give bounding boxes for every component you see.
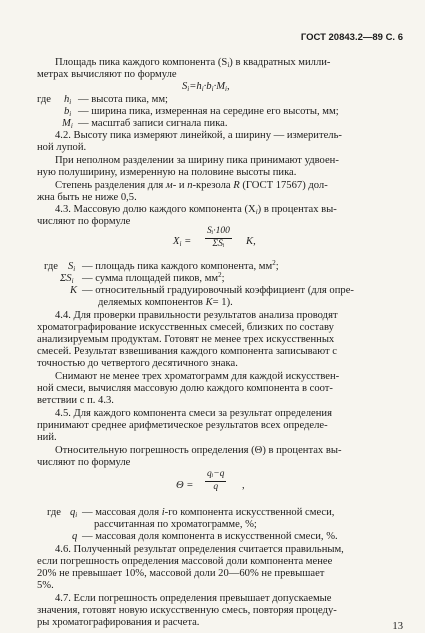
where-definition: — ширина пика, измеренная на середине его высоты, мм; — [78, 106, 339, 117]
where-label: где — [47, 507, 61, 518]
formula-error-fraction: $\frac{\text{qᵢ−q}}{q}$ — [207, 469, 225, 492]
formula-error-lhs: Θ = — [176, 480, 194, 491]
text-line: 4.6. Полученный результат определения считается правильным, — [55, 544, 344, 555]
where-symbol: q — [72, 531, 78, 542]
page-number: 13 — [392, 621, 403, 632]
text-line: ветствии с п. 4.3. — [37, 395, 114, 406]
where-definition: — сумма площадей пиков, $мм^2$; — [82, 271, 225, 284]
where-definition: — массовая доля i-го компонента искусственной смеси, — [82, 507, 335, 518]
where-label: где — [37, 94, 51, 105]
where-symbol: $q_i$ — [70, 507, 78, 519]
text-line: смесей. Результат взвешивания каждого компонента записывают с — [37, 346, 337, 357]
where-definition: — относительный градуировочный коэффициент (для опре- — [82, 285, 354, 296]
where-definition: — массовая доля компонента в искусственной смеси, %. — [82, 531, 338, 542]
text-line: ной лупой. — [37, 142, 87, 153]
text-line: 20% не превышает 10%, массовой доли 20—60% не превышает — [37, 568, 325, 579]
where-definition: — площадь пика каждого компонента, $мм^2$; — [82, 259, 279, 272]
text-line: 4.4. Для проверки правильности результатов анализа проводят — [55, 310, 338, 321]
where-symbol: $\Sigma S_i$ — [60, 273, 74, 285]
formula-error-end: , — [242, 480, 245, 491]
text-line: значения, готовят новую искусственную смесь, повторяя процеду- — [37, 605, 337, 616]
formula-mass-fraction-end: K, — [246, 236, 256, 247]
text-line: 4.7. Если погрешность определения превышает допускаемые — [55, 593, 332, 604]
text-line: Относительную погрешность определения (Θ) в процентах вы- — [55, 445, 342, 456]
text-line: Площадь пика каждого компонента $(S_i)$ в квадратных милли- — [55, 57, 331, 69]
text-line: жна быть не ниже 0,5. — [37, 192, 137, 203]
text-line: ную полуширину, измеренную на половине высоты пика. — [37, 167, 297, 178]
page-header: ГОСТ 20843.2—89 С. 6 — [300, 32, 403, 43]
where-label: где — [44, 261, 58, 272]
where-definition: — масштаб записи сигнала пика. — [78, 118, 228, 129]
where-symbol: $S_i$ — [68, 261, 76, 273]
formula-peak-area: $S_i=h_i\cdot b_i\cdot M_i$, — [182, 81, 230, 93]
where-definition-cont: рассчитанная по хроматограмме, %; — [94, 519, 257, 530]
text-line: 5%. — [37, 580, 54, 591]
where-symbol: $M_i$ — [62, 118, 73, 130]
text-line: 4.3. Массовую долю каждого компонента $(X_i)$ в процентах вы- — [55, 204, 337, 216]
text-line: точностью до четвертого десятичного знака. — [37, 358, 238, 369]
text-line: числяют по формуле — [37, 216, 131, 227]
where-symbol: K — [70, 285, 78, 296]
text-line: числяют по формуле — [37, 457, 131, 468]
text-line: Степень разделения для м- и n-крезола R (ГОСТ 17567) дол- — [55, 180, 328, 191]
text-line: 4.2. Высоту пика измеряют линейкой, а ширину — измеритель- — [55, 130, 342, 141]
text-line: хроматографирование искусственных смесей, близких по составу — [37, 322, 334, 333]
text-line: анализируемым продуктам. Готовят не менее трех искусственных — [37, 334, 335, 345]
text-line: если погрешность определения массовой доли компонента менее — [37, 556, 333, 567]
where-symbol: $b_i$ — [64, 106, 72, 118]
where-definition: — высота пика, мм; — [78, 94, 169, 105]
text-line: ры хроматографирования и расчета. — [37, 617, 200, 628]
text-line: ной смеси, вычисляя массовую долю каждого компонента в соот- — [37, 383, 333, 394]
where-symbol: $h_i$ — [64, 94, 72, 106]
formula-mass-fraction-fraction: Sᵢ·100 ΣSᵢ — [207, 226, 230, 249]
text-line: метрах вычисляют по формуле — [37, 69, 177, 80]
text-line: 4.5. Для каждого компонента смеси за результат определения — [55, 408, 332, 419]
text-line: ний. — [37, 432, 57, 443]
text-line: Снимают не менее трех хроматограмм для каждой искусствен- — [55, 371, 340, 382]
text-line: принимают среднее арифметическое результатов всех определе- — [37, 420, 328, 431]
text-line: При неполном разделении за ширину пика принимают удвоен- — [55, 155, 339, 166]
where-definition-cont: деляемых компонентов K= 1). — [98, 297, 233, 308]
formula-mass-fraction-lhs: $X_i$ = — [173, 236, 192, 248]
